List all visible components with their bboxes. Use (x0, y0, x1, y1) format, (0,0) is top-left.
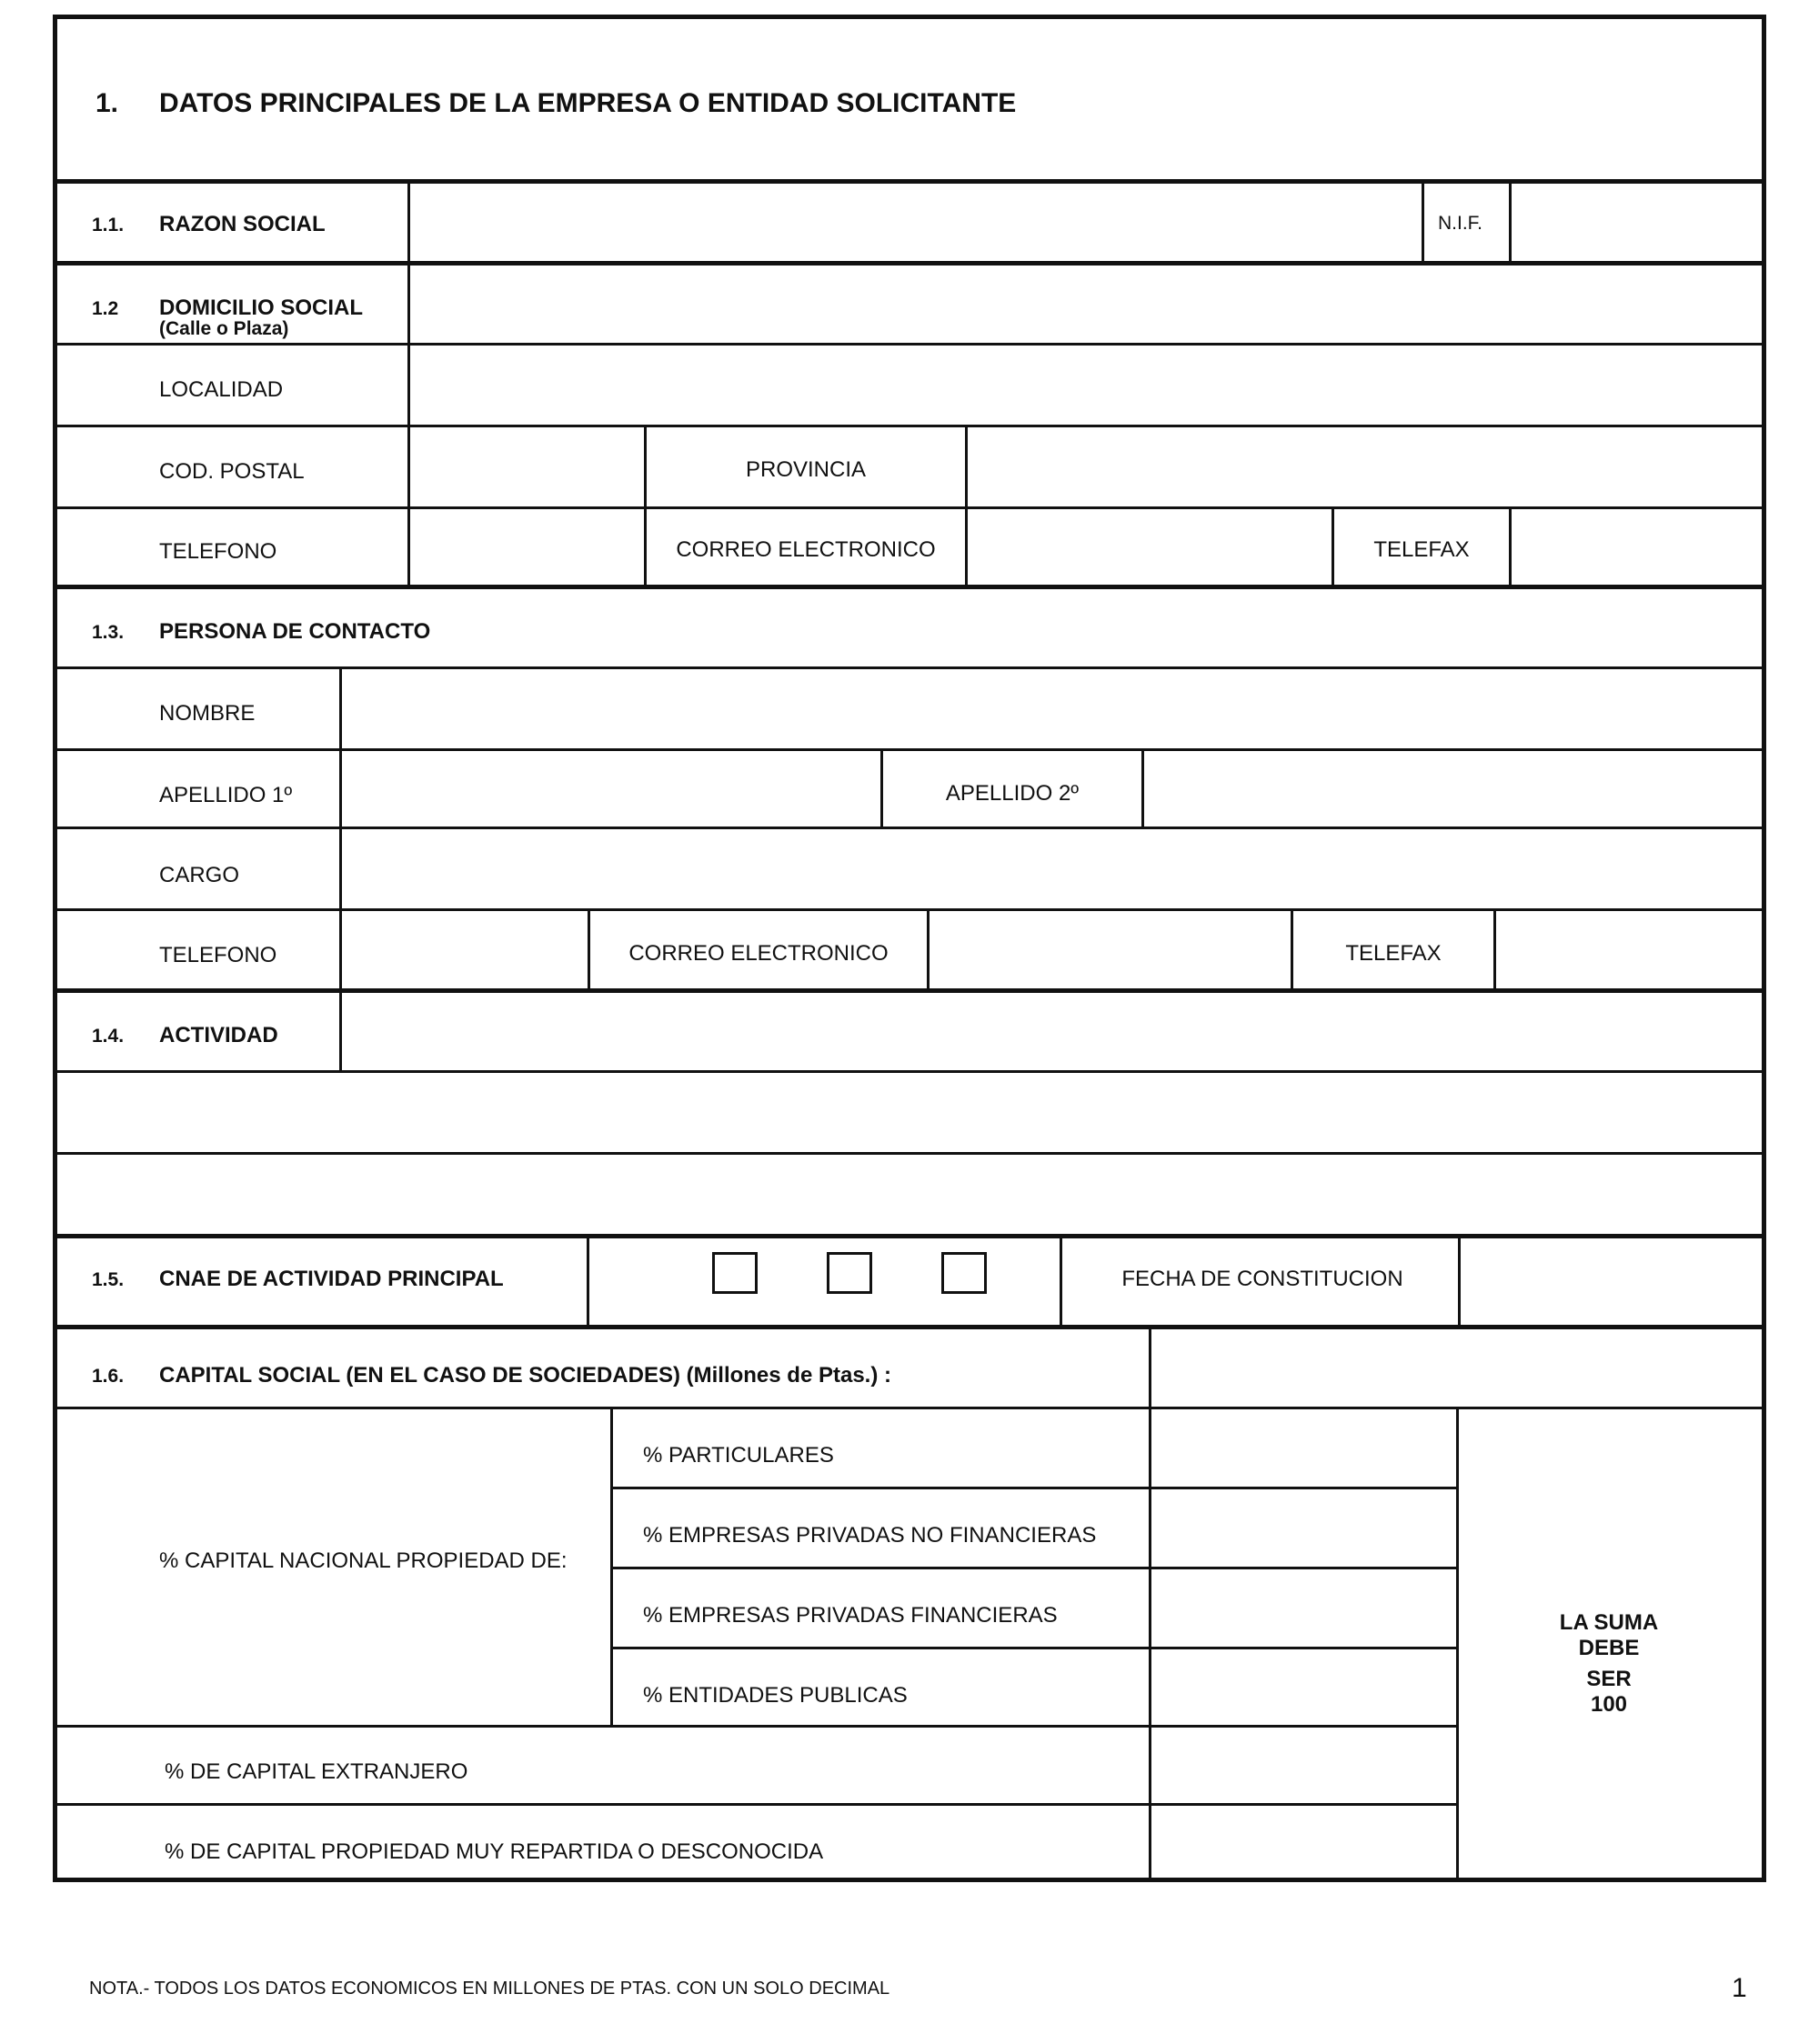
razon-social-label: RAZON SOCIAL (159, 212, 326, 236)
particulares-label: % PARTICULARES (643, 1443, 834, 1468)
item-number: 1.4. (92, 1026, 125, 1047)
contacto-telefax-field[interactable] (1496, 911, 1762, 988)
telefono-field[interactable] (410, 509, 643, 585)
apellido1-label: APELLIDO 1º (159, 783, 293, 807)
application-form (53, 15, 1766, 1882)
fecha-constitucion-field[interactable] (1461, 1238, 1762, 1325)
contacto-correo-field[interactable] (930, 911, 1291, 988)
actividad-line-2[interactable] (57, 1073, 1762, 1150)
domicilio-sublabel: (Calle o Plaza) (159, 318, 289, 339)
correo-field[interactable] (968, 509, 1332, 585)
nombre-field[interactable] (342, 669, 1762, 746)
capital-social-field[interactable] (1151, 1329, 1762, 1407)
item-number: 1.5. (92, 1269, 125, 1290)
page-number: 1 (1732, 1973, 1747, 2003)
publicas-field[interactable] (1151, 1649, 1456, 1725)
suma-note: DEBE (1578, 1636, 1640, 1660)
suma-note: SER (1586, 1667, 1632, 1691)
fecha-constitucion-label: FECHA DE CONSTITUCION (1121, 1267, 1403, 1291)
divider (57, 585, 1762, 589)
domicilio-field[interactable] (410, 266, 1762, 341)
cod-postal-field[interactable] (410, 427, 643, 505)
nombre-label: NOMBRE (159, 701, 256, 726)
apellido2-label: APELLIDO 2º (945, 781, 1080, 806)
localidad-label: LOCALIDAD (159, 377, 284, 402)
cnae-digit-box[interactable] (712, 1252, 758, 1294)
item-number: 1.2 (92, 298, 119, 319)
financieras-label: % EMPRESAS PRIVADAS FINANCIERAS (643, 1603, 1058, 1628)
cnae-digit-box[interactable] (827, 1252, 872, 1294)
section-number: 1. (95, 88, 119, 118)
divider (57, 1407, 1762, 1409)
telefono-label: TELEFONO (159, 539, 277, 564)
localidad-field[interactable] (410, 346, 1762, 423)
repartida-label: % DE CAPITAL PROPIEDAD MUY REPARTIDA O DESCONOCIDA (165, 1839, 824, 1864)
financieras-field[interactable] (1151, 1569, 1456, 1647)
contacto-telefono-field[interactable] (342, 911, 588, 988)
section-title: DATOS PRINCIPALES DE LA EMPRESA O ENTIDAD SOLICITANTE (159, 88, 1017, 118)
item-number: 1.6. (92, 1366, 125, 1387)
nif-label: N.I.F. (1438, 213, 1483, 234)
capital-social-label: CAPITAL SOCIAL (EN EL CASO DE SOCIEDADES) (Millones de Ptas.) : (159, 1363, 891, 1388)
item-number: 1.1. (92, 215, 125, 235)
provincia-field[interactable] (968, 427, 1762, 505)
suma-note: 100 (1590, 1692, 1628, 1717)
telefono-label: TELEFONO (159, 943, 277, 967)
persona-contacto-label: PERSONA DE CONTACTO (159, 619, 431, 644)
telefax-label: TELEFAX (1373, 537, 1470, 562)
apellido1-field[interactable] (342, 751, 880, 827)
repartida-field[interactable] (1151, 1806, 1456, 1882)
divider (1422, 179, 1424, 261)
cnae-label: CNAE DE ACTIVIDAD PRINCIPAL (159, 1267, 504, 1291)
suma-note: LA SUMA (1559, 1610, 1659, 1635)
extranjero-field[interactable] (1151, 1728, 1456, 1803)
cnae-digit-box[interactable] (941, 1252, 987, 1294)
extranjero-label: % DE CAPITAL EXTRANJERO (165, 1759, 468, 1784)
divider (587, 1234, 589, 1325)
cod-postal-label: COD. POSTAL (159, 459, 305, 484)
nif-field[interactable] (1512, 184, 1762, 261)
correo-label: CORREO ELECTRONICO (676, 537, 936, 562)
item-number: 1.3. (92, 622, 125, 643)
telefax-label: TELEFAX (1345, 941, 1442, 966)
domicilio-label: DOMICILIO SOCIAL (159, 296, 363, 320)
actividad-field[interactable] (342, 993, 1762, 1070)
particulares-field[interactable] (1151, 1409, 1456, 1487)
cargo-label: CARGO (159, 863, 240, 887)
apellido2-field[interactable] (1144, 751, 1762, 827)
cargo-field[interactable] (342, 829, 1762, 907)
correo-label: CORREO ELECTRONICO (628, 941, 889, 966)
divider (57, 506, 1762, 509)
no-financieras-label: % EMPRESAS PRIVADAS NO FINANCIERAS (643, 1523, 1097, 1548)
capital-nacional-label: % CAPITAL NACIONAL PROPIEDAD DE: (159, 1548, 568, 1573)
divider (610, 1407, 613, 1725)
telefax-field[interactable] (1512, 509, 1762, 585)
actividad-label: ACTIVIDAD (159, 1023, 278, 1047)
no-financieras-field[interactable] (1151, 1489, 1456, 1567)
footer-note: NOTA.- TODOS LOS DATOS ECONOMICOS EN MILLONES DE PTAS. CON UN SOLO DECIMAL (89, 1979, 890, 1999)
provincia-label: PROVINCIA (745, 457, 867, 482)
actividad-line-3[interactable] (57, 1155, 1762, 1232)
razon-social-field[interactable] (410, 184, 1476, 261)
publicas-label: % ENTIDADES PUBLICAS (643, 1683, 908, 1708)
